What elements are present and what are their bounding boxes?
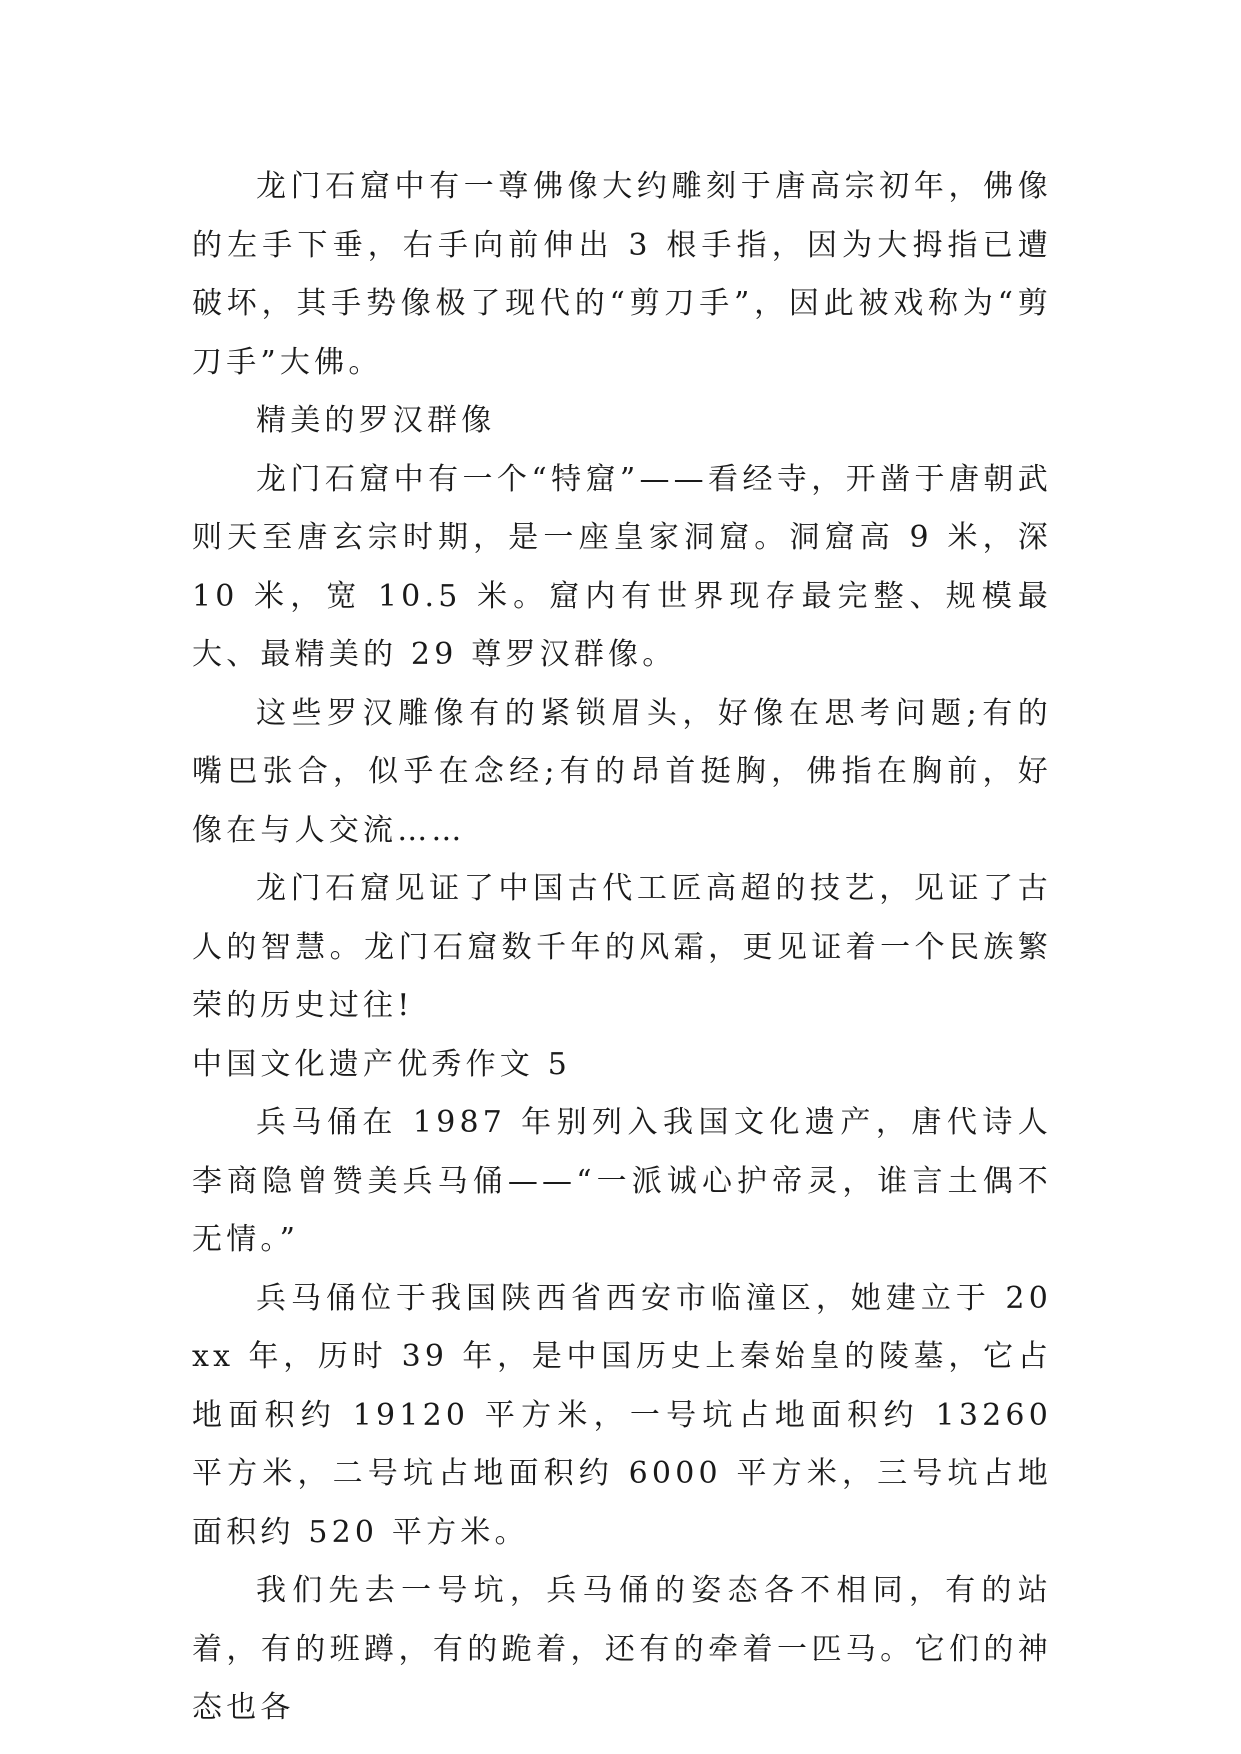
document-body: [192, 158, 1052, 1738]
paragraph-kanjing-temple: 龙门石窟中有一个“特窟”——看经寺，开凿于唐朝武则天至唐玄宗时期，是一座皇家洞窟。洞窟高 9 米，深 10 米，宽 10.5 米。窟内有世界现存最完整、规模最大、最精美的 29 尊罗汉群像。: [192, 461, 1052, 672]
subheading-arhat-statues: 精美的罗汉群像: [256, 403, 496, 438]
paragraph-scissor-buddha: 龙门石窟中有一尊佛像大约雕刻于唐高宗初年，佛像的左手下垂，右手向前伸出 3 根手指，因为大拇指已遭破坏，其手势像极了现代的“剪刀手”，因此被戏称为“剪刀手”大佛。: [192, 169, 1052, 380]
paragraph-arhat-expressions: 这些罗汉雕像有的紧锁眉头，好像在思考问题;有的嘴巴张合，似乎在念经;有的昂首挺胸，佛指在胸前，好像在与人交流……: [192, 695, 1052, 848]
paragraph-pit-one: 我们先去一号坑，兵马俑的姿态各不相同，有的站着，有的班蹲，有的跪着，还有的牵着一匹马。它们的神态也各: [192, 1573, 1052, 1725]
paragraph-terracotta-intro: 兵马俑在 1987 年别列入我国文化遗产，唐代诗人李商隐曾赞美兵马俑——“一派诚心护帝灵，谁言土偶不无情。”: [192, 1105, 1052, 1257]
paragraph-longmen-conclusion: 龙门石窟见证了中国古代工匠高超的技艺，见证了古人的智慧。龙门石窟数千年的风霜，更见证着一个民族繁荣的历史过往!: [192, 871, 1052, 1023]
section-heading-essay-5: 中国文化遗产优秀作文 5: [192, 1046, 572, 1082]
paragraph-terracotta-location: 兵马俑位于我国陕西省西安市临潼区，她建立于 20xx 年，历时 39 年，是中国历史上秦始皇的陵墓，它占地面积约 19120 平方米，一号坑占地面积约 13260 平方米，二号坑占地面积约 6000 平方米，三号坑占地面积约 520 平方米。: [192, 1280, 1052, 1550]
